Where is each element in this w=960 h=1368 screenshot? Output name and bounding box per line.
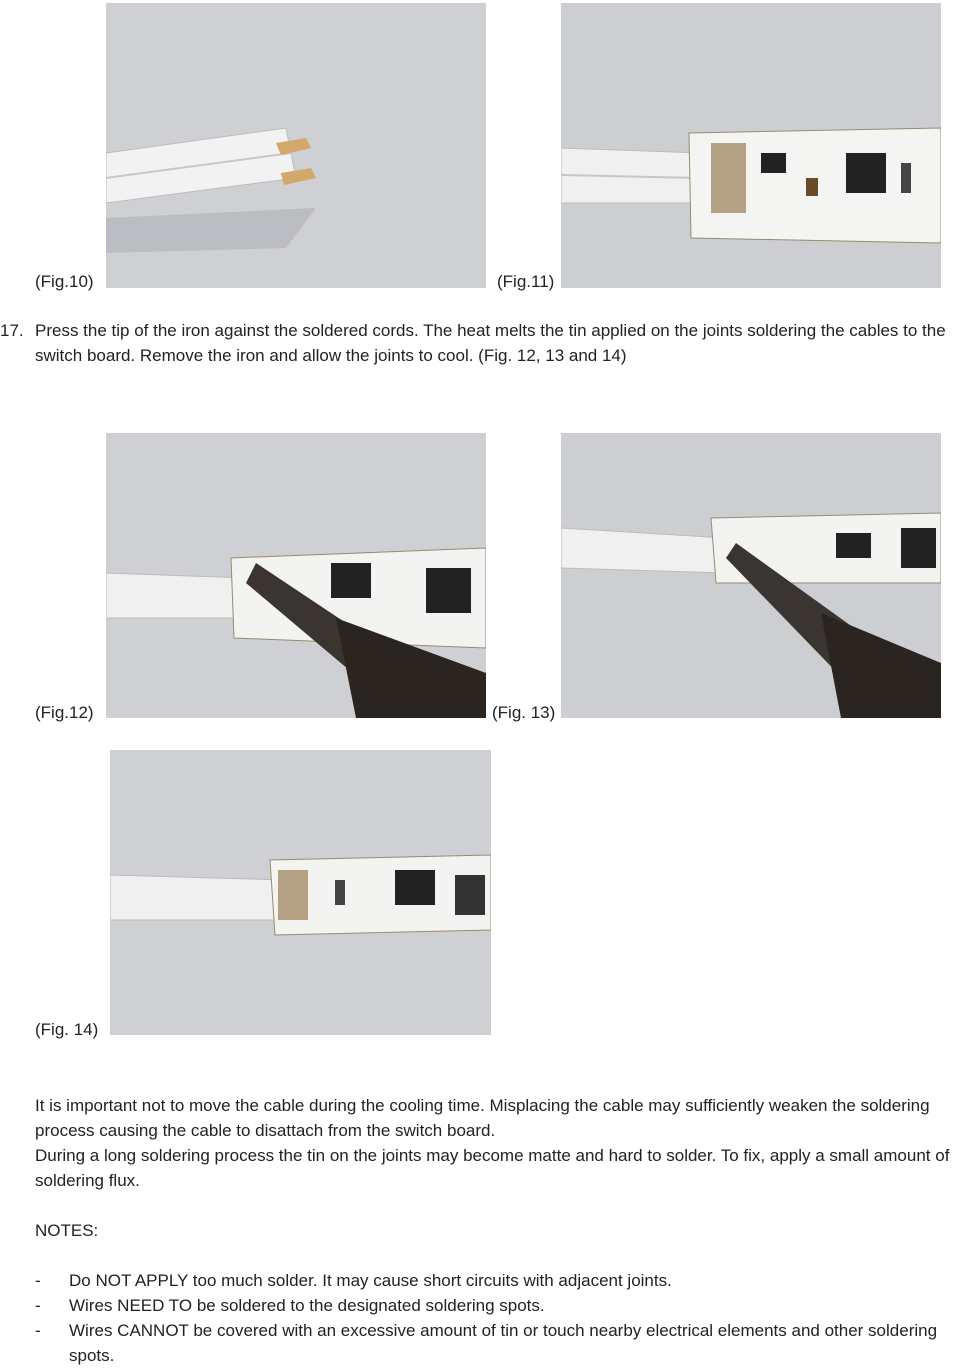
note-text: Wires CANNOT be covered with an excessive amount of tin or touch nearby electrical elements and other soldering spots. xyxy=(69,1321,938,1365)
step-number: 17. xyxy=(0,321,24,340)
note-item xyxy=(35,1293,960,1318)
bullet-dash: - xyxy=(35,1321,41,1340)
note-item xyxy=(35,1318,960,1368)
note-item xyxy=(35,1268,960,1293)
note-text: Do NOT APPLY too much solder. It may cause short circuits with adjacent joints. xyxy=(69,1271,672,1290)
fig11-caption: (Fig.11) xyxy=(497,272,555,291)
fig14-caption: (Fig. 14) xyxy=(35,1020,99,1039)
fig10-photo xyxy=(106,3,486,288)
fig13-caption: (Fig. 13) xyxy=(492,703,556,722)
fig11-photo xyxy=(561,3,941,288)
fig10-caption: (Fig.10) xyxy=(35,272,94,291)
bullet-dash: - xyxy=(35,1296,41,1315)
cooling-paragraph: It is important not to move the cable during the cooling time. Misplacing the cable may sufficiently weaken the soldering process causing the cable to disattach from the switch board. xyxy=(35,1096,930,1140)
notes-heading: NOTES: xyxy=(35,1221,99,1240)
flux-paragraph: During a long soldering process the tin on the joints may become matte and hard to solder. To fix, apply a small amount of soldering flux. xyxy=(35,1146,950,1190)
fig12-caption: (Fig.12) xyxy=(35,703,94,722)
bullet-dash: - xyxy=(35,1271,41,1290)
fig12-photo xyxy=(106,433,486,718)
fig13-photo xyxy=(561,433,941,718)
notes-list xyxy=(35,1268,960,1368)
fig14-photo xyxy=(110,750,491,1035)
note-text: Wires NEED TO be soldered to the designated soldering spots. xyxy=(69,1296,545,1315)
step-text: Press the tip of the iron against the soldered cords. The heat melts the tin applied on the joints soldering the cables to the switch board. Remove the iron and allow the joints to cool. (Fig. 12, 13 and 14) xyxy=(35,321,946,365)
